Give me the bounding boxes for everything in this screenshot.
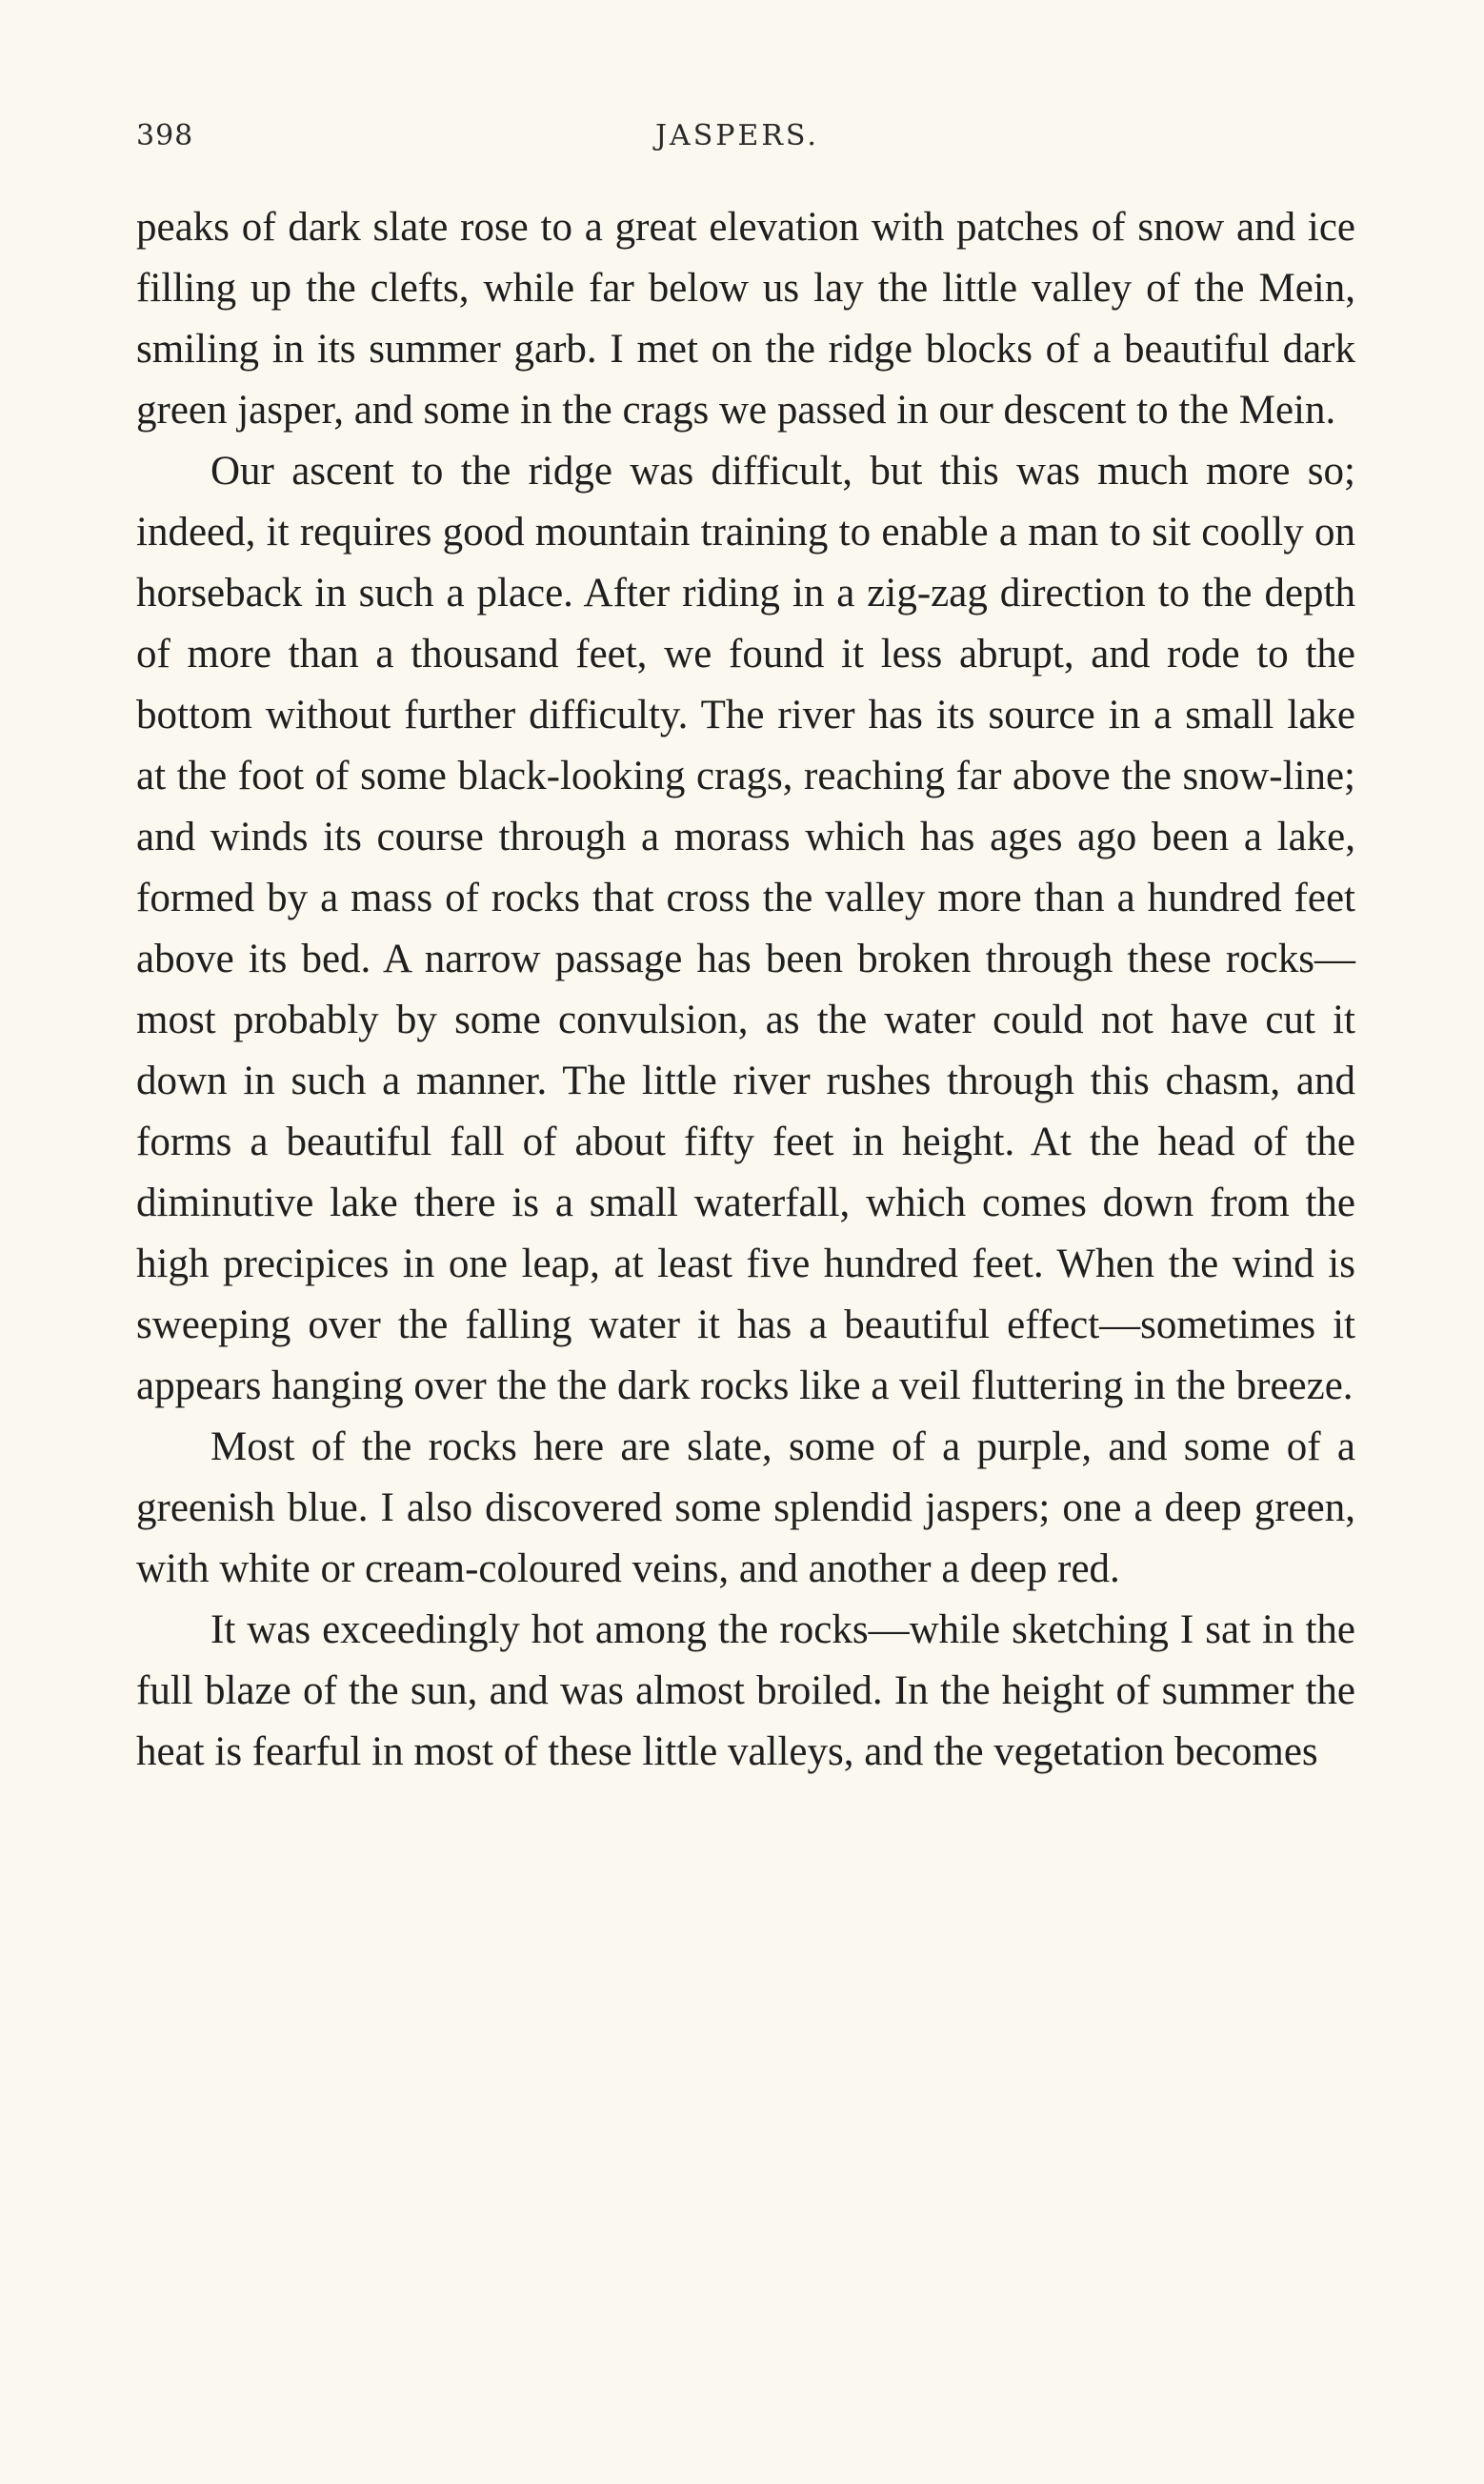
page-number: 398	[136, 119, 194, 152]
paragraph-continued: peaks of dark slate rose to a great elevation with patches of snow and ice filling up the clefts, while far below us lay the little valley of the Mein, smiling in its summer garb. I met on the ridge blocks of a beautiful dark green jasper, and some in the crags we passed in our descent to the Mein.	[136, 205, 1355, 433]
paragraph-ascent: Our ascent to the ridge was difficult, but this was much more so; indeed, it requires good mountain training to enable a man to sit coolly on horseback in such a place. After riding in a zig-zag direction to the depth of more than a thousand feet, we found it less abrupt, and rode to the bottom without further difficulty. The river has its source in a small lake at the foot of some black-looking crags, reaching far above the snow-line; and winds its course through a morass which has ages ago been a lake, formed by a mass of rocks that cross the valley more than a hundred feet above its bed. A narrow passage has been broken through these rocks—most probably by some convulsion, as the water could not have cut it down in such a manner. The little river rushes through this chasm, and forms a beautiful fall of about fifty feet in height. At the head of the diminutive lake there is a small waterfall, which comes down from the high precipices in one leap, at least five hundred feet. When the wind is sweeping over the falling water it has a beautiful effect—sometimes it appears hanging over the the dark rocks like a veil fluttering in the breeze.	[136, 449, 1355, 1408]
paragraph-heat: It was exceedingly hot among the rocks—while sketching I sat in the full blaze of the sun, and was almost broiled. In the height of summer the heat is fearful in most of these little valleys, and the vegetation becomes	[136, 1607, 1355, 1774]
paragraph-rocks: Most of the rocks here are slate, some of a purple, and some of a greenish blue. I also discovered some splendid jaspers; one a deep green, with white or cream-coloured veins, and another a deep red.	[136, 1424, 1355, 1591]
page-header	[136, 119, 1355, 157]
body-text	[136, 197, 1355, 1783]
running-head: JASPERS.	[655, 119, 819, 152]
